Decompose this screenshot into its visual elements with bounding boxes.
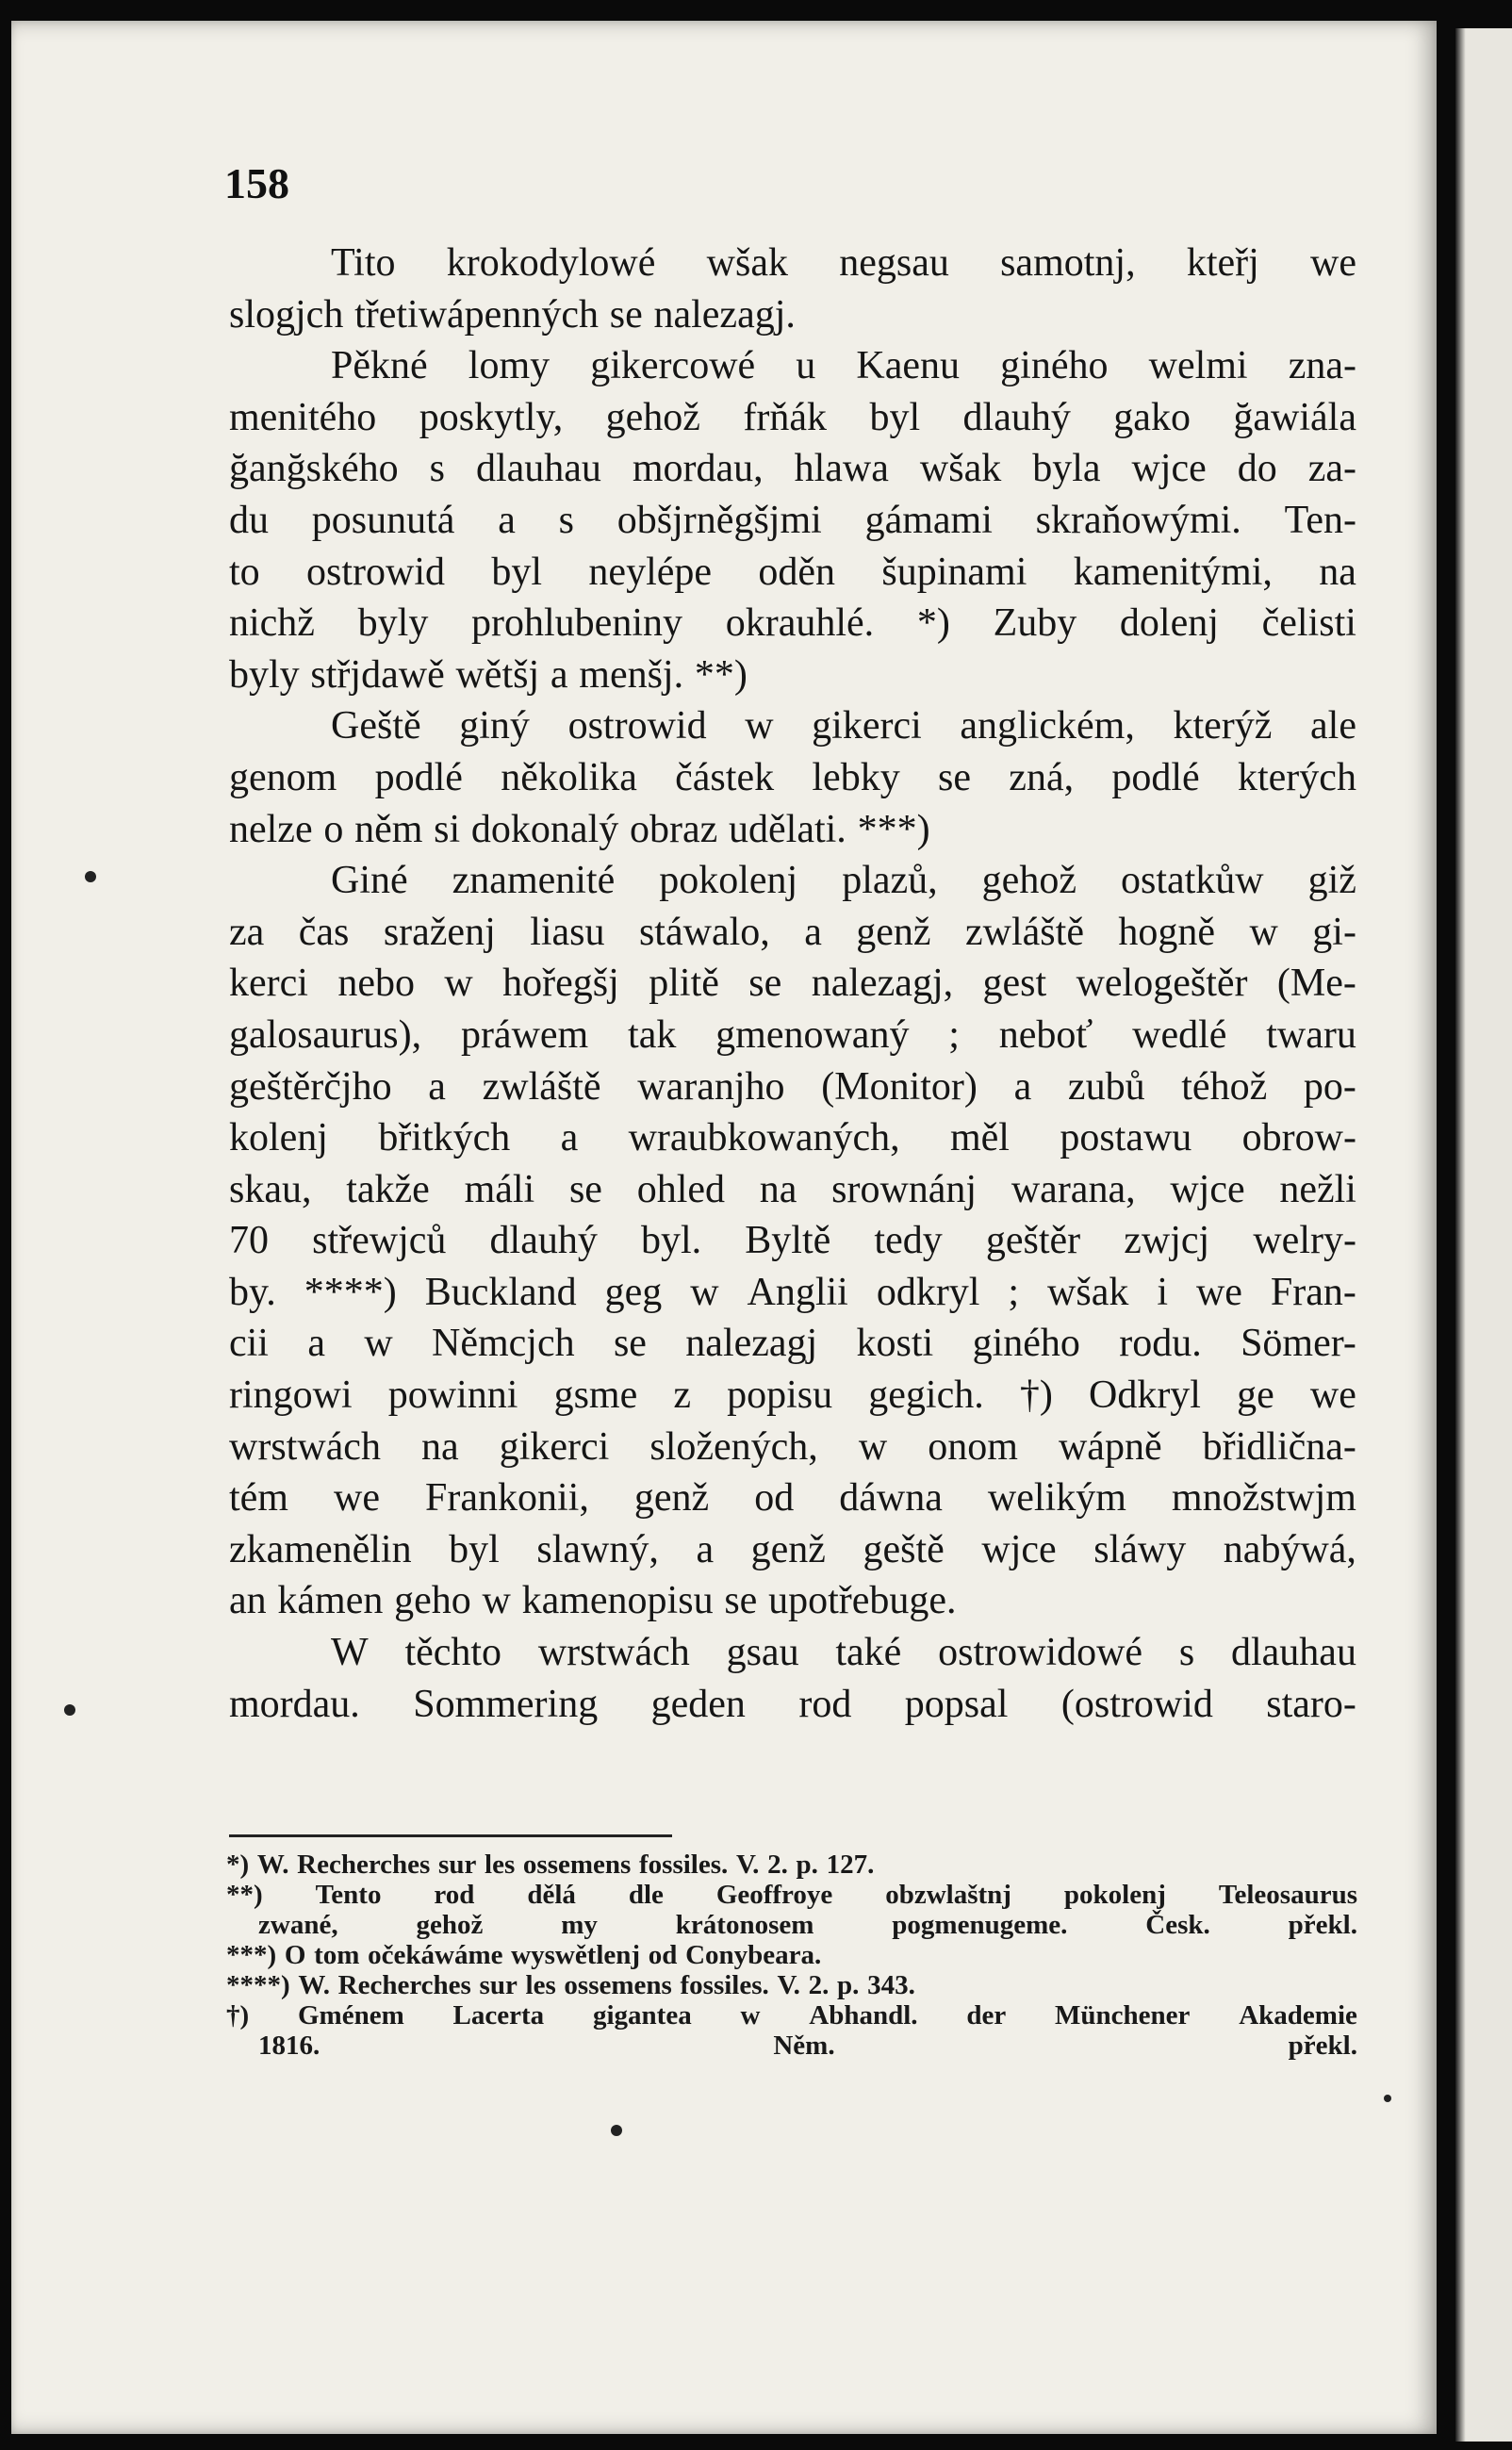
footnote-separator (229, 1834, 672, 1837)
scan-speck (64, 1704, 75, 1716)
body-line: geštěrčjho a zwláště waranjho (Monitor) a zubů téhož po- (229, 1064, 1356, 1109)
footnote-line: *) W. Recherches sur les ossemens fossiles. V. 2. p. 127. (226, 1850, 875, 1880)
body-line: nelze o něm si dokonalý obraz udělati. ***) (229, 807, 930, 851)
footnote-line: †) Gménem Lacerta gigantea w Abhandl. der Münchener Akademie (226, 2000, 1357, 2031)
body-line: 70 střewjců dlauhý byl. Byltě tedy geštěr zwjcj welry- (229, 1219, 1356, 1263)
body-line: tém we Frankonii, genž od dáwna welikým množstwjm (229, 1476, 1356, 1521)
footnote-line: ***) O tom očekáwáme wyswětlenj od Conybeara. (226, 1940, 822, 1970)
scan-speck (85, 871, 96, 882)
body-line: zkamenělin byl slawný, a genž geště wjce sláwy nabýwá, (229, 1527, 1356, 1571)
body-line: mordau. Sommering geden rod popsal (ostrowid staro- (229, 1682, 1356, 1726)
body-line: wrstwách na gikerci složených, w onom wápně břidlična- (229, 1424, 1356, 1469)
body-line: genom podlé několika částek lebky se zná, podlé kterých (229, 755, 1356, 799)
body-line: cii a w Němcjch se nalezagj kosti giného rodu. Sömer- (229, 1322, 1356, 1366)
body-line: du posunutá a s obšjrněgšjmi gámami skraňowými. Ten- (229, 498, 1356, 542)
footnote-line: zwané, gehož my krátonosem pogmenugeme. Česk. překl. (258, 1910, 1357, 1940)
body-line: nichž byly prohlubeniny okrauhlé. *) Zuby dolenj čelisti (229, 601, 1356, 646)
body-line: za čas sraženj liasu stáwalo, a genž zwláště hogně w gi- (229, 910, 1356, 954)
body-line: W těchto wrstwách gsau také ostrowidowé s dlauhau (331, 1631, 1356, 1675)
body-line: Giné znamenité pokolenj plazů, gehož ostatkůw giž (331, 859, 1356, 903)
body-line: menitého poskytly, gehož frňák byl dlauhý gako ğawiála (229, 395, 1356, 439)
body-line: ringowi powinni gsme z popisu gegich. †) Odkryl ge we (229, 1373, 1356, 1418)
body-line: Tito krokodylowé wšak negsau samotnj, kteřj we (331, 241, 1356, 285)
footnote-line: 1816. Něm. překl. (258, 2031, 1357, 2061)
body-line: galosaurus), práwem tak gmenowaný ; neboť wedlé twaru (229, 1012, 1356, 1057)
body-line: skau, takže máli se ohled na srownánj warana, wjce nežli (229, 1167, 1356, 1211)
scan-speck (1384, 2095, 1391, 2102)
body-line: kolenj břitkých a wraubkowaných, měl postawu obrow- (229, 1116, 1356, 1160)
footnote-line: ****) W. Recherches sur les ossemens fossiles. V. 2. p. 343. (226, 1970, 915, 2000)
body-line: by. ****) Buckland geg w Anglii odkryl ; wšak i we Fran- (229, 1270, 1356, 1314)
scan-speck (611, 2125, 622, 2136)
page-number: 158 (224, 159, 289, 207)
footnotes (226, 1850, 1357, 2061)
next-page-edge (1455, 28, 1512, 2442)
body-line: byly střjdawě wětšj a menšj. **) (229, 652, 748, 697)
body-line: Pěkné lomy gikercowé u Kaenu giného welmi zna- (331, 344, 1356, 388)
body-line: slogjch třetiwápenných se nalezagj. (229, 292, 796, 337)
body-line: to ostrowid byl neylépe oděn šupinami kamenitými, na (229, 550, 1356, 594)
body-line: an kámen geho w kamenopisu se upotřebuge. (229, 1579, 957, 1623)
footnote-line: **) Tento rod dělá dle Geoffroye obzwlaštnj pokolenj Teleosaurus (226, 1880, 1357, 1910)
main-text (229, 238, 1356, 1730)
body-line: Geště giný ostrowid w gikerci anglickém, kterýž ale (331, 704, 1356, 748)
body-line: kerci nebo w hořegšj plitě se nalezagj, gest welogeštěr (Me- (229, 962, 1356, 1006)
body-line: ğanğského s dlauhau mordau, hlawa wšak byla wjce do za- (229, 447, 1356, 491)
